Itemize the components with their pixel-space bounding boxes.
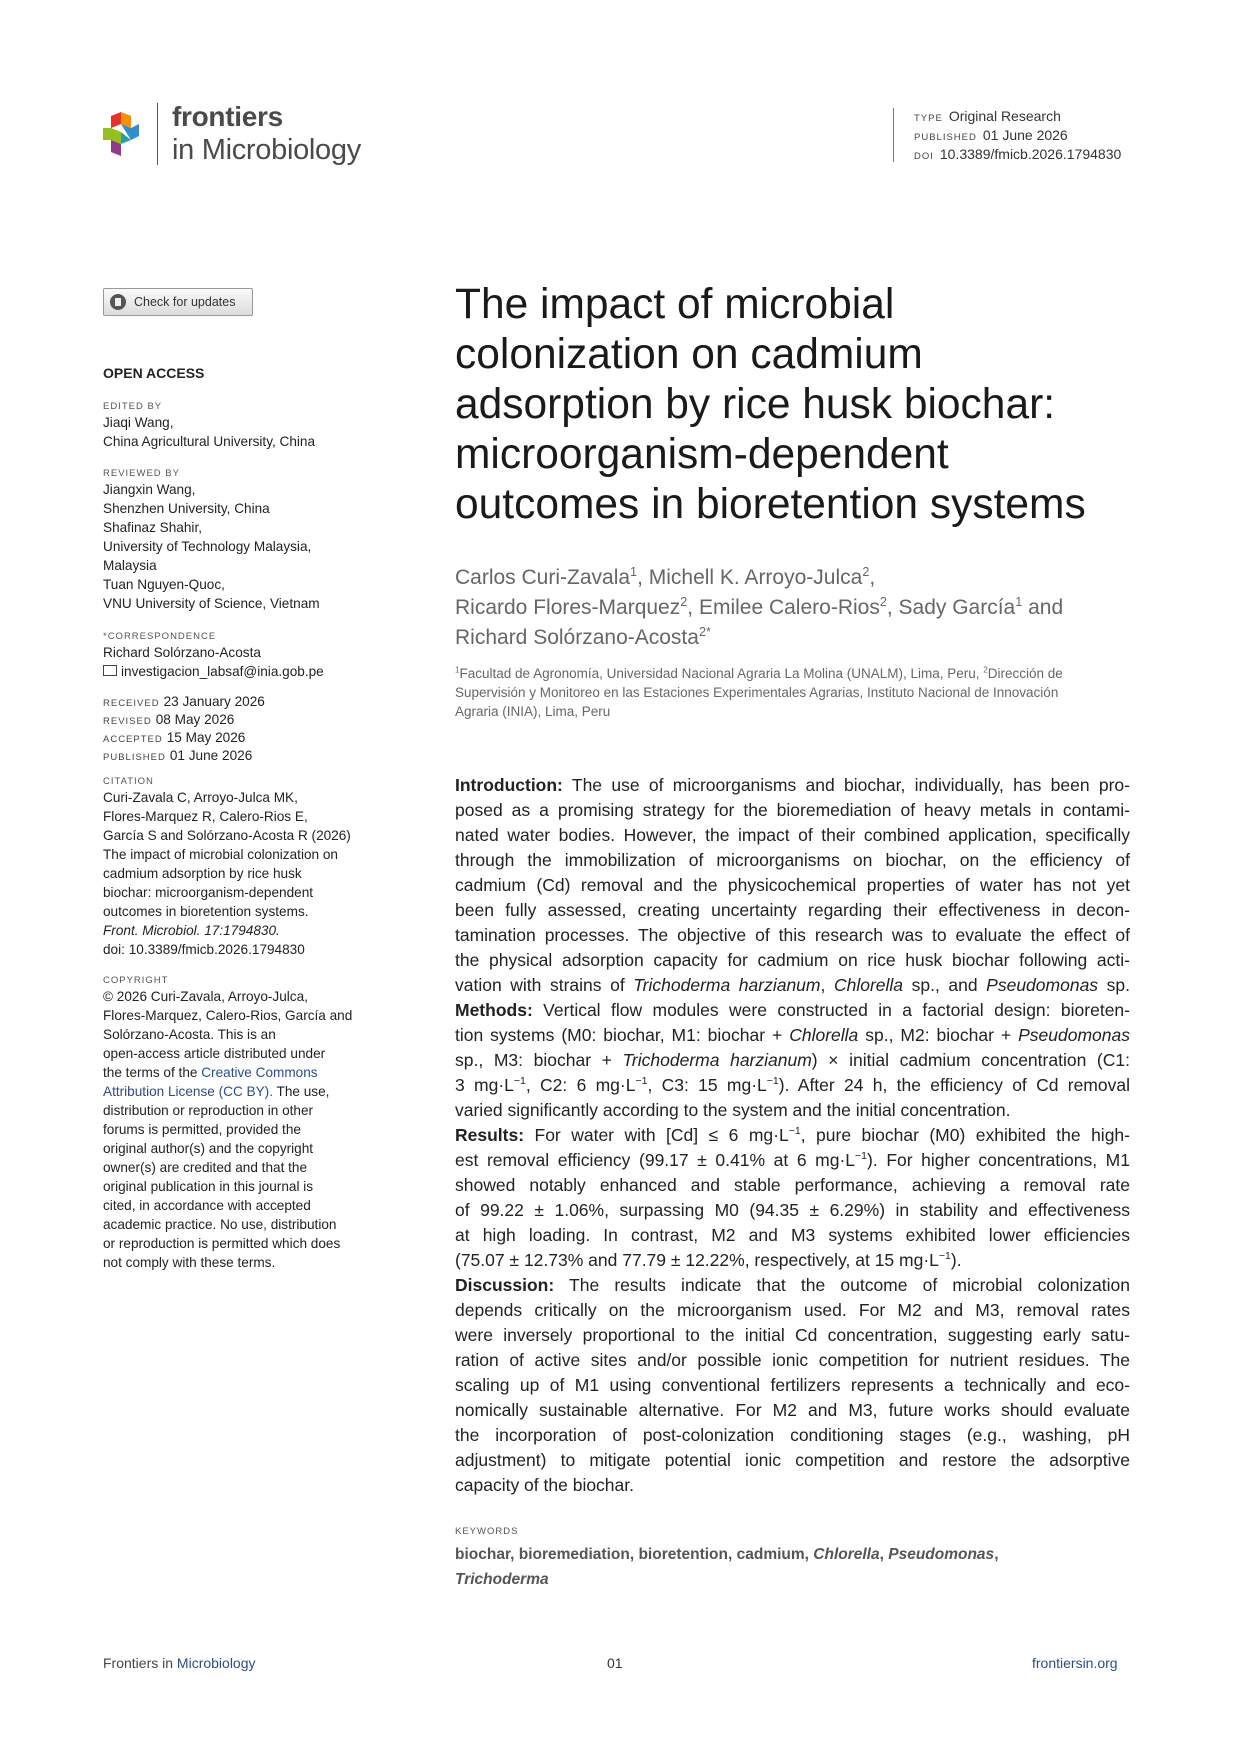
copyright-line: open-access article distributed under xyxy=(103,1046,326,1061)
type-value: Original Research xyxy=(948,108,1061,124)
revised-key: REVISED xyxy=(103,716,152,727)
check-for-updates-button[interactable] xyxy=(103,288,253,316)
species-name: Pseudomonas xyxy=(1018,1025,1130,1045)
citation-line: biochar: microorganism-dependent xyxy=(103,885,314,900)
discussion-label: Discussion: xyxy=(455,1275,555,1295)
abstract-line: cadmium (Cd) removal and the physicochemical properties of water has not yet xyxy=(455,875,1130,895)
correspondence-email[interactable]: investigacion_labsaf@inia.gob.pe xyxy=(121,664,324,679)
published-value: 01 June 2026 xyxy=(982,127,1068,143)
citation-heading: CITATION xyxy=(103,776,154,787)
abstract-line: nated water bodies. However, the impact of their combined application, specifically xyxy=(455,825,1130,845)
abstract-line xyxy=(455,1023,1130,1048)
abstract xyxy=(455,773,1130,1498)
reviewer-line: Tuan Nguyen-Quoc, xyxy=(103,577,225,592)
abstract-line xyxy=(455,1073,1130,1098)
citation-line: outcomes in bioretention systems. xyxy=(103,904,309,919)
abstract-text: , C3: 15 mg·L xyxy=(647,1075,767,1095)
abstract-text: 3 mg·L xyxy=(455,1075,514,1095)
edited-by-heading: EDITED BY xyxy=(103,401,163,412)
abstract-text: sp., M3: biochar + xyxy=(455,1050,623,1070)
correspondence-heading: *CORRESPONDENCE xyxy=(103,631,217,642)
title-line: outcomes in bioretention systems xyxy=(455,481,1086,528)
frontiers-logo-icon xyxy=(103,112,139,156)
open-access-label: OPEN ACCESS xyxy=(103,365,205,381)
affiliation-mark: 2 xyxy=(680,595,688,609)
article-title xyxy=(455,280,1195,530)
abstract-text: For water with [Cd] ≤ 6 mg·L xyxy=(524,1125,789,1145)
abstract-line: been fully assessed, creating uncertainty regarding their effectiveness in decon- xyxy=(455,900,1130,920)
superscript: −1 xyxy=(938,1250,951,1263)
abstract-line: of 99.22 ± 1.06%, surpassing M0 (94.35 ± 6.29%) in stability and effectiveness xyxy=(455,1200,1130,1220)
reviewer-line: VNU University of Science, Vietnam xyxy=(103,596,320,611)
author-list: Carlos Curi-Zavala$^1$, Michell K. Arroyo-Julca$^2$, Ricardo Flores-Marquez$^2$, Emilee Calero-Rios$^2$, Sady García$^1$ and Richard Solórzano-Acosta$^{2*}$ xyxy=(455,565,1064,649)
abstract-line: capacity of the biochar. xyxy=(455,1475,634,1495)
license-link[interactable]: Attribution License (CC BY). xyxy=(103,1084,273,1099)
bookmark-icon xyxy=(110,294,126,310)
copyright-line: academic practice. No use, distribution xyxy=(103,1217,337,1232)
abstract-text: , xyxy=(820,975,834,995)
abstract-line: showed notably enhanced and stable performance, achieving a removal rate xyxy=(455,1175,1130,1195)
abstract-text: (75.07 ± 12.73% and 77.79 ± 12.22%, respectively, at 15 mg·L xyxy=(455,1250,939,1270)
title-line: The impact of microbial xyxy=(455,281,895,328)
reviewed-by-list xyxy=(103,480,373,613)
meta-divider xyxy=(893,108,894,162)
affiliation-mark: 2 xyxy=(983,665,988,675)
abstract-line xyxy=(455,1248,1130,1273)
affiliation-mark: 1 xyxy=(1015,595,1023,609)
edited-by-list xyxy=(103,413,373,451)
editor-line: China Agricultural University, China xyxy=(103,434,316,449)
abstract-line xyxy=(455,1148,1130,1173)
abstract-line: scaling up of M1 using conventional fertilizers represents a technically and eco- xyxy=(455,1375,1130,1395)
received-key: RECEIVED xyxy=(103,698,160,709)
copyright-line: Solórzano-Acosta. This is an xyxy=(103,1027,276,1042)
methods-label: Methods: xyxy=(455,1000,533,1020)
title-line: adsorption by rice husk biochar: xyxy=(455,381,1056,428)
keyword-text: biochar, bioremediation, bioretention, cadmium, xyxy=(455,1546,814,1563)
affiliation-mark: 1 xyxy=(630,565,638,579)
citation-line: Front. Microbiol. 17:1794830. xyxy=(103,923,280,938)
superscript: −1 xyxy=(635,1075,648,1088)
footer-journal-link[interactable]: Microbiology xyxy=(176,1655,256,1671)
abstract-line: posed as a promising strategy for the bioremediation of heavy metals in contami- xyxy=(455,800,1130,820)
abstract-line xyxy=(455,773,1130,798)
keyword-species: Pseudomonas xyxy=(888,1546,995,1563)
species-name: Pseudomonas xyxy=(986,975,1099,995)
abstract-text: ). xyxy=(950,1250,962,1270)
abstract-text: sp., and xyxy=(903,975,987,995)
abstract-text: The results indicate that the outcome of microbial colonization xyxy=(554,1275,1130,1295)
citation-line: Flores-Marquez R, Calero-Rios E, xyxy=(103,809,308,824)
abstract-line: the incorporation of post-colonization conditioning stages (e.g., washing, pH xyxy=(455,1425,1130,1445)
abstract-text: , C2: 6 mg·L xyxy=(525,1075,636,1095)
affiliation-mark: 2 xyxy=(879,595,887,609)
published-key: PUBLISHED xyxy=(103,752,166,763)
keywords-heading: KEYWORDS xyxy=(455,1526,519,1537)
affiliation-text: Dirección de xyxy=(987,666,1063,681)
copyright-line: not comply with these terms. xyxy=(103,1255,276,1270)
reviewed-by-heading: REVIEWED BY xyxy=(103,468,180,479)
editor-line: Jiaqi Wang, xyxy=(103,415,174,430)
article-doi xyxy=(914,146,1121,162)
copyright-block xyxy=(103,987,373,1272)
abstract-text: sp., M2: biochar + xyxy=(858,1025,1019,1045)
affiliation-text: Facultad de Agronomía, Universidad Nacional Agraria La Molina (UNALM), Lima, Peru, xyxy=(459,666,984,681)
reviewer-line: Malaysia xyxy=(103,558,157,573)
copyright-text: The use, xyxy=(273,1084,330,1099)
abstract-line: ration of active sites and/or possible ionic competition for nutrient residues. The xyxy=(455,1350,1130,1370)
keyword-species: Chlorella xyxy=(813,1546,880,1563)
abstract-text: sp. xyxy=(1098,975,1130,995)
author-name[interactable]: Carlos Curi-Zavala xyxy=(455,566,631,589)
brand-divider xyxy=(157,103,158,165)
author-name[interactable]: Sady García xyxy=(898,596,1016,619)
article-type xyxy=(914,108,1061,124)
accepted-value: 15 May 2026 xyxy=(166,730,246,745)
copyright-text: the terms of the xyxy=(103,1065,202,1080)
reviewer-line: Jiangxin Wang, xyxy=(103,482,196,497)
abstract-line xyxy=(455,1273,1130,1298)
abstract-text: ). For higher concentrations, M1 xyxy=(867,1150,1130,1170)
affiliation-text: Agraria (INIA), Lima, Peru xyxy=(455,704,611,719)
correspondence-block xyxy=(103,643,373,681)
superscript: −1 xyxy=(788,1125,801,1138)
results-label: Results: xyxy=(455,1125,525,1145)
citation-line: doi: 10.3389/fmicb.2026.1794830 xyxy=(103,942,305,957)
species-name: Chlorella xyxy=(833,975,904,995)
published-key: PUBLISHED xyxy=(914,132,977,143)
reviewer-line: Shafinaz Shahir, xyxy=(103,520,202,535)
received-value: 23 January 2026 xyxy=(163,694,265,709)
footer-prefix: Frontiers in xyxy=(103,1655,177,1671)
species-name: Trichoderma harzianum xyxy=(633,975,821,995)
abstract-line: the physical adsorption capacity for cadmium on rice husk biochar following acti- xyxy=(455,950,1130,970)
abstract-text: ) × initial cadmium concentration (C1: xyxy=(811,1050,1130,1070)
superscript: −1 xyxy=(855,1150,868,1163)
check-updates-label: Check for updates xyxy=(134,295,236,309)
author-name[interactable]: Michell K. Arroyo-Julca xyxy=(648,566,863,589)
journal-name: in Microbiology xyxy=(172,134,361,166)
abstract-line: nomically sustainable alternative. For M2 and M3, future works should evaluate xyxy=(455,1400,1130,1420)
copyright-line: original author(s) and the copyright xyxy=(103,1141,314,1156)
keyword-species: Trichoderma xyxy=(455,1571,549,1588)
keyword-separator: , xyxy=(879,1546,889,1563)
reviewer-line: University of Technology Malaysia, xyxy=(103,539,312,554)
copyright-line: Flores-Marquez, Calero-Rios, García and xyxy=(103,1008,353,1023)
species-name: Chlorella xyxy=(789,1025,859,1045)
affiliations xyxy=(455,664,1135,721)
page-number: 01 xyxy=(607,1655,623,1671)
abstract-line xyxy=(455,1123,1130,1148)
superscript: −1 xyxy=(513,1075,526,1088)
footer-site-link[interactable]: frontiersin.org xyxy=(1032,1655,1118,1671)
author-name[interactable]: Ricardo Flores-Marquez xyxy=(455,596,681,619)
keyword-separator: , xyxy=(994,1546,999,1563)
abstract-line xyxy=(455,973,1130,998)
copyright-heading: COPYRIGHT xyxy=(103,975,169,986)
abstract-line: adjustment) to mitigate potential ionic competition and restore the adsorptive xyxy=(455,1450,1130,1470)
abstract-line: varied significantly according to the system and the initial concentration. xyxy=(455,1100,1011,1120)
type-key: TYPE xyxy=(914,113,943,124)
license-link[interactable]: Creative Commons xyxy=(201,1065,318,1080)
doi-value[interactable]: 10.3389/fmicb.2026.1794830 xyxy=(939,146,1122,162)
abstract-text: The use of microorganisms and biochar, individually, has been pro- xyxy=(562,775,1130,795)
affiliation-mark: 1 xyxy=(455,665,460,675)
abstract-line xyxy=(455,998,1130,1023)
abstract-line: were inversely proportional to the initial Cd concentration, suggesting early satu- xyxy=(455,1325,1130,1345)
abstract-text: tion systems (M0: biochar, M1: biochar + xyxy=(455,1025,790,1045)
affiliation-text: Supervisión y Monitoreo en las Estaciones Experimentales Agrarias, Instituto Nacional de Innovación xyxy=(455,685,1059,700)
brand-name: frontiers xyxy=(172,101,283,132)
copyright-line: cited, in accordance with accepted xyxy=(103,1198,311,1213)
abstract-text: , pure biochar (M0) exhibited the high- xyxy=(800,1125,1130,1145)
copyright-line: original publication in this journal is xyxy=(103,1179,314,1194)
abstract-line: depends critically on the microorganism used. For M2 and M3, removal rates xyxy=(455,1300,1130,1320)
abstract-text: est removal efficiency (99.17 ± 0.41% at 6 mg·L xyxy=(455,1150,856,1170)
doi-key: DOI xyxy=(914,151,934,162)
citation-line: cadmium adsorption by rice husk xyxy=(103,866,302,881)
keywords-list xyxy=(455,1542,999,1592)
citation-line: García S and Solórzano-Acosta R (2026) xyxy=(103,828,351,843)
abstract-line: tamination processes. The objective of this research was to evaluate the effect of xyxy=(455,925,1130,945)
citation-line: The impact of microbial colonization on xyxy=(103,847,338,862)
published-value: 01 June 2026 xyxy=(169,748,253,763)
introduction-label: Introduction: xyxy=(455,775,563,795)
abstract-line xyxy=(455,1048,1130,1073)
author-name[interactable]: Emilee Calero-Rios xyxy=(698,596,880,619)
citation-block xyxy=(103,788,373,959)
copyright-line: owner(s) are credited and that the xyxy=(103,1160,308,1175)
accepted-key: ACCEPTED xyxy=(103,734,163,745)
envelope-icon xyxy=(103,665,117,676)
abstract-text: ). After 24 h, the efficiency of Cd removal xyxy=(778,1075,1130,1095)
author-conjunction: and xyxy=(1028,596,1064,619)
reviewer-line: Shenzhen University, China xyxy=(103,501,270,516)
citation-line: Curi-Zavala C, Arroyo-Julca MK, xyxy=(103,790,298,805)
published-date xyxy=(914,127,1068,143)
copyright-line: or reproduction is permitted which does xyxy=(103,1236,341,1251)
abstract-line: through the immobilization of microorganisms on biochar, on the efficiency of xyxy=(455,850,1130,870)
correspondence-name: Richard Solórzano-Acosta xyxy=(103,645,261,660)
revised-value: 08 May 2026 xyxy=(155,712,235,727)
abstract-text: vation with strains of xyxy=(455,975,634,995)
title-line: colonization on cadmium xyxy=(455,331,923,378)
superscript: −1 xyxy=(766,1075,779,1088)
dates-block xyxy=(103,694,373,766)
affiliation-mark: 2* xyxy=(698,625,711,639)
affiliation-mark: 2 xyxy=(862,565,870,579)
species-name: Trichoderma harzianum xyxy=(622,1050,812,1070)
footer-journal xyxy=(103,1655,256,1671)
copyright-line: forums is permitted, provided the xyxy=(103,1122,301,1137)
author-name[interactable]: Richard Solórzano-Acosta xyxy=(455,626,699,649)
title-line: microorganism-dependent xyxy=(455,431,949,478)
copyright-line: © 2026 Curi-Zavala, Arroyo-Julca, xyxy=(103,989,308,1004)
copyright-line: distribution or reproduction in other xyxy=(103,1103,314,1118)
abstract-text: Vertical flow modules were constructed in a factorial design: bioreten- xyxy=(532,1000,1130,1020)
abstract-line: at high loading. In contrast, M2 and M3 systems exhibited lower efficiencies xyxy=(455,1225,1130,1245)
